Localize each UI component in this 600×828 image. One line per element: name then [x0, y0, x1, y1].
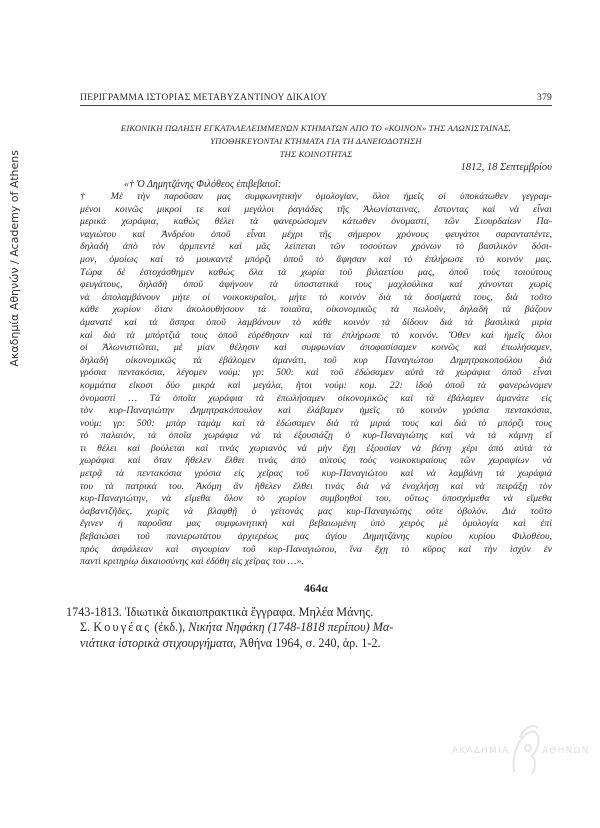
side-watermark-text: Ακαδημία Αθηνών / Academy of Athens	[8, 150, 21, 367]
body-line: οἱ Ἀλωνιστιῶται, μὲ μίαν θέλησιν καὶ συμφωνίαν ἀποφασίσαμεν κοινῶς καὶ ἐπωλήσαμεν,	[80, 342, 552, 354]
body-line: χωράφια καὶ ὅταν ἤθελεν ἔλθει τινὰς ἀπὸ αὐτοὺς τοὺς νοικοκυραίους τῶν χωραφίων νὰ	[80, 455, 552, 467]
body-line: μετρᾷ τὰ πεντακόσια γρόσια εἰς χεῖρας τοῦ κυρ-Παναγιώτου καὶ νὰ λαμβάνῃ τὰ χωράφιά	[80, 468, 552, 480]
document-date: 1812, 18 Σεπτεμβρίου	[460, 162, 552, 173]
body-line: ὀνομαστί … Τὰ ὁποῖα χωράφια τὰ ἐπωλήσαμεν οἰκονομικῶς καὶ τὰ ἐβάλαμεν ἀμανάτε εἰς	[80, 392, 552, 404]
heading-line: ΕΙΚΟΝΙΚΗ ΠΩΛΗΣΗ ΕΓΚΑΤΑΛΕΛΕΙΜΜΕΝΩΝ ΚΤΗΜΑΤΩΝ ΑΠΟ ΤΟ «ΚΟΙΝΟΝ» ΤΗΣ ΑΛΩΝΙΣΤΑΙΝΑΣ.	[120, 123, 512, 133]
body-line: κομμάτια εἴκοσι δύο μικρὰ καὶ μεγάλα, ἤτοι νούμ: κομ. 22: ἰδοὺ ὁπoῦ τὰ φανερώνομεν	[80, 379, 552, 391]
body-line: ἔγινεν ἡ παροῦσα μας συμφωνητικὴ καὶ βεβαιωμένη ὑπὸ χειρὸς μὲ ὁμολογία καὶ ἐπὶ	[80, 518, 552, 530]
body-line: πρὸς ἀσφάλειαν καὶ σιγουρίαν τοῦ κυρ-Παναγιώτου, ἵνα ἔχῃ τὸ κῦρος καὶ τὴν ἰσχὺν ἐν	[80, 543, 552, 555]
editor-role: (ἐκδ.),	[154, 620, 186, 635]
academy-watermark	[452, 720, 590, 790]
publication-info: Ἀθήνα 1964, σ. 240, ἀρ. 1-2.	[239, 635, 381, 650]
source-line-1: 1743-1813. Ἰδιωτικὰ δικαιοπρακτικὰ ἔγγραφα. Μηλέα Μάνης.	[66, 604, 374, 619]
source-line-3	[66, 636, 552, 652]
body-line: μον, ὁμοίως καὶ τὸ μουκαντὲ μπόρζι ὁπoῦ τὸ ἄφησαν καὶ τὸ ἐπλήρωσε τὸ κοινόν μας.	[80, 253, 552, 265]
body-line: κυρ-Παναγιώτην, νὰ εἴμεθα ὅλον τὸ χωρίον συμβοηθοί του, οὕτως ὑποσχόμεθα νὰ εἴμεθα	[80, 493, 552, 505]
body-line: Τώρα δὲ ἐστοχάσθημεν καθὼς ὅλα τὰ χωρία τοῦ βιλαετίου μας, ὁπoῦ τοὺς τοιούτους	[80, 266, 552, 278]
heading-line: ΥΠΟΘΗΚΕΥΟΝΤΑΙ ΚΤΗΜΑΤΑ ΓΙΑ ΤΗ ΔΑΝΕΙΟΔΟΤΗΣΗ	[210, 136, 422, 146]
source-citation	[66, 605, 552, 652]
body-line: καὶ διὰ τὰ μπόρτζιά τους ὁπoῦ εὑρέθησαν καὶ τὰ ἐπλήρωσε τὸ κοινόν. Ὅθεν καὶ ἡμεῖς ὅλοι	[80, 329, 552, 341]
body-line: φευγάτους, δηλαδὴ ὁπoῦ ἀφήνουν τὰ ὑποστατικά τους μαχλούλικα καὶ χάνονται χωρὶς	[80, 279, 552, 291]
editor-name: Κουγέας	[93, 620, 152, 635]
body-line: δηλαδὴ ἀπὸ τὸν ἀρμπεντὲ καὶ μᾶς λείπεται τῶν τοσούτων χρόνων τὸ βασιλικὸν δόσι-	[80, 241, 552, 253]
body-line: νούμ: γρ: 500: μπὰρ ταμὰμ καὶ τὰ ἐδώσαμεν διὰ τὰ μιριά τους καὶ διὰ τὸ μπόρζι τους	[80, 417, 552, 429]
watermark-right-word: ΑΘΗΝΩΝ	[542, 746, 590, 756]
body-line: † Μὲ τὴν παροῦσαν μας συμφωνητικὴν ὁμολογίαν, ὅλοι ἡμεῖς οἱ ὑποκάτωθεν γεγραμ-	[80, 191, 552, 202]
body-line: μερικὰ χωράφια, καθὼς θέλει τὰ φανερώσομεν κάτωθεν ὀνομαστί, τῶν Σιουρδαίων Πα-	[80, 216, 552, 228]
book-title: Νικήτα Νηφάκη (1748-1818 περίπου) Μα-	[188, 620, 394, 635]
body-line: ὀαβαντζῆδες, χωρὶς νὰ βλαφθῇ ὁ γείτονάς μας κυρ-Παναγιώτης οὔτε ὀβολόν. Διὰ τοῦτο	[80, 505, 552, 517]
body-line: ναγιώτου καὶ Ἀνδρέου ὁπoῦ εἶναι μέχρι τῆς σήμερον χρόνους φευγάτοι σαρανταπέντε,	[80, 228, 552, 240]
body-line: τι θέλει καὶ βούλεται καὶ τινὰς χωριανὸς νὰ μὴν ἔχῃ ἐξουσίαν νὰ βάνῃ χέρι ἀπὸ αὐτὰ τὰ	[80, 442, 552, 454]
watermark-left-word: ΑΚΑΔΗΜΙΑ	[452, 746, 510, 756]
source-line-2	[66, 620, 552, 636]
book-title-cont: νιάτικα ἱστορικὰ στιχουργήματα,	[80, 635, 237, 650]
body-line: τὸ παλαιόν, τὰ ὁποῖα χωράφια νὰ τὰ ἐξουσιάζῃ ὁ κυρ-Παναγιώτης καὶ νὰ τὰ κάμνῃ εἴ	[80, 430, 552, 442]
body-line: ἀμανατὲ καὶ τὰ ἄσπρα ὁπoῦ λαμβάνουν τὸ κάθε κοινὸν τὰ δίδουν διὰ τὰ βασιλικὰ μιρία	[80, 316, 552, 328]
body-line: νὰ ἀπολαμβάνουν μήτε οἱ νοικοκυραῖοι, μήτε τὸ κοινὸν διὰ τὰ δοσίματά τους, διὰ τοῦτο	[80, 291, 552, 303]
body-line: δηλαδὴ οἰκονομικῶς τὰ ἐβάλομεν ἀμανάτι, τοῦ κυρ Παναγιώτου Δημητρακοπούλου διὰ	[80, 354, 552, 366]
body-line: μένοι κοινῶς μικροὶ τε καὶ μεγάλοι ῥαγιάδες τῆς Ἀλωνίσταινας, ἔστοντας καὶ νὰ εἶναι	[80, 203, 552, 215]
document-heading	[80, 122, 552, 161]
body-line: γρόσια πεντακόσια, λέγομεν νούμ: γρ: 500: καὶ τοῦ ἐδώσαμεν αὐτὰ τὰ χωράφια ὁπoῦ εἶναι	[80, 367, 552, 379]
salutation: «† Ὁ Δημητζάνης Φιλόθεος ἐπιβεβαιοῖ:	[124, 179, 282, 190]
running-head	[80, 92, 552, 106]
body-line: του τὰ πατρικά του. Ἀκόμη ἂν ἤθελεν ἔλθει τινὰς διὰ νὰ ἐνοχλήσῃ καὶ νὰ πειράξῃ τὸν	[80, 480, 552, 492]
document-number: 464α	[304, 582, 328, 595]
body-line: παντὶ κριτηρίῳ δικαιοσύνης καὶ ἐδόθη εἰς χεῖρας του …».	[80, 556, 304, 568]
document-page	[66, 92, 552, 651]
body-line: βεβαιώσει τοῦ πανιερωτάτου ἀρχιερέως μας ἁγίου Δημητζάνης κυρίου κυρίου Φιλοθέου,	[80, 531, 552, 543]
page-number: 379	[537, 92, 552, 103]
heading-line: ΤΗΣ ΚΟΙΝΟΤΗΤΑΣ	[279, 149, 353, 159]
editor-initial: Σ.	[80, 620, 91, 635]
running-head-title: ΠΕΡΙΓΡΑΜΜΑ ΙΣΤΟΡΙΑΣ ΜΕΤΑΒΥΖΑΝΤΙΝΟΥ ΔΙΚΑΙΟΥ	[80, 92, 328, 103]
body-line: τὸν κυρ-Παναγιώτην Δημητρακόπουλον καὶ ἐλάβαμεν ἡμεῖς τὸ κοινὸν γρόσια πεντακόσια,	[80, 405, 552, 417]
athena-head-icon	[506, 722, 542, 780]
body-line: κάθε χωρίον ὅταν ἀκολουθήσουν τὰ τοιαῦτα, οἰκονομικῶς τὰ πωλοῦν, δηλαδὴ τὰ βάζουν	[80, 304, 552, 316]
document-body	[80, 191, 552, 569]
